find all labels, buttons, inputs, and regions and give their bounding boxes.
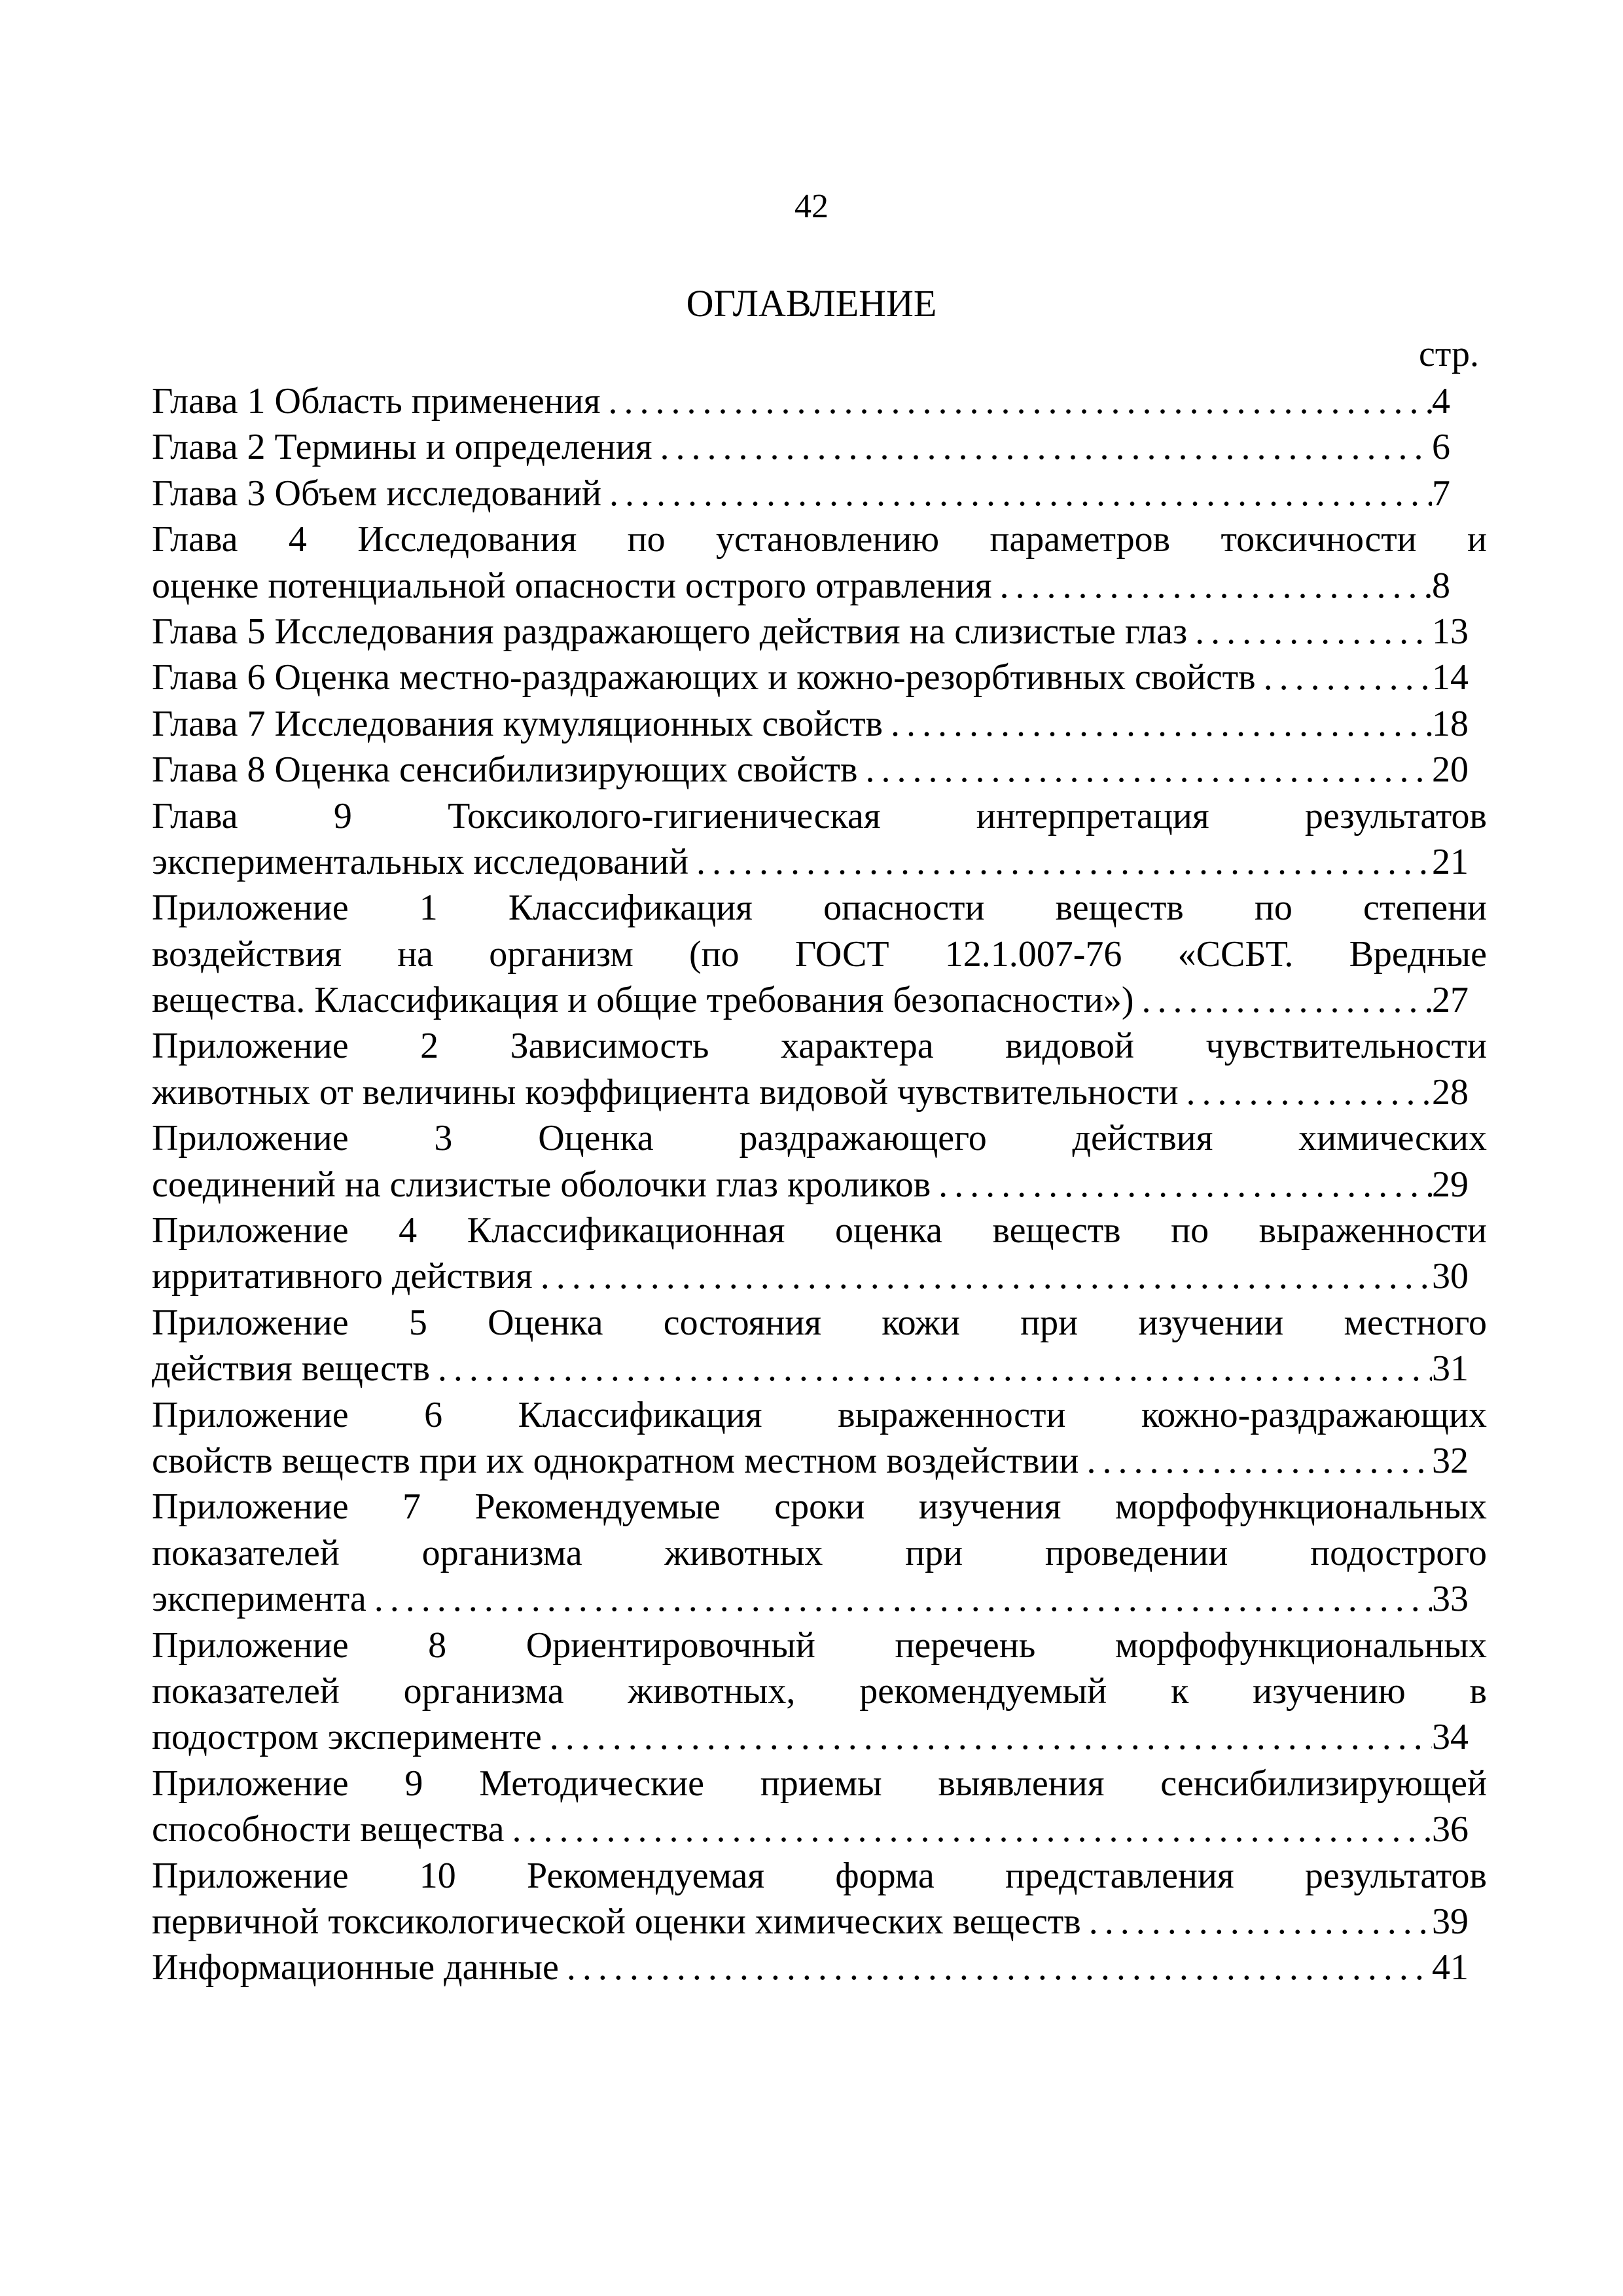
dot-leader xyxy=(1079,1438,1433,1484)
toc-page-number: 39 xyxy=(1432,1901,1469,1942)
toc-entry-title: ирритативного действия xyxy=(152,1256,533,1297)
toc-page-number: 8 xyxy=(1432,565,1450,606)
toc-entry-last-line xyxy=(152,1162,1487,1208)
toc-entry-line: Глава 9 Токсиколого-гигиеническая интерпретация результатов xyxy=(152,795,1487,836)
dot-leader xyxy=(600,378,1432,424)
toc-entry-line: Приложение 9 Методические приемы выявления сенсибилизирующей xyxy=(152,1763,1487,1804)
dot-leader xyxy=(504,1806,1432,1852)
toc-entry-title: действия веществ xyxy=(152,1348,430,1390)
toc-entry[interactable] xyxy=(152,1853,1487,1945)
page-column-label: стр. xyxy=(1419,334,1480,374)
toc-entry-last-line xyxy=(152,609,1487,655)
table-of-contents xyxy=(152,378,1487,1991)
toc-entry-title: экспериментальных исследований xyxy=(152,841,689,882)
toc-page-number: 33 xyxy=(1432,1579,1469,1620)
dot-leader xyxy=(1133,977,1432,1023)
toc-entry[interactable] xyxy=(152,1392,1487,1484)
toc-entry-title: животных от величины коэффициента видовой чувствительности xyxy=(152,1071,1179,1113)
toc-entry-line: Приложение 6 Классификация выраженности кожно-раздражающих xyxy=(152,1394,1487,1435)
dot-leader xyxy=(533,1253,1432,1299)
toc-entry[interactable] xyxy=(152,1945,1487,1990)
toc-entry[interactable] xyxy=(152,516,1487,609)
toc-entry-title: Информационные данные xyxy=(152,1947,559,1988)
toc-page-number: 30 xyxy=(1432,1256,1469,1297)
dot-leader xyxy=(1187,609,1432,655)
toc-entry-line: Приложение 3 Оценка раздражающего действия химических xyxy=(152,1118,1487,1159)
toc-page-number: 14 xyxy=(1432,657,1469,698)
toc-entry-title: Глава 2 Термины и определения xyxy=(152,427,652,468)
toc-entry-line: показателей организма животных, рекомендуемый к изучению в xyxy=(152,1670,1487,1712)
toc-entry-last-line xyxy=(152,839,1487,885)
toc-entry-last-line xyxy=(152,1253,1487,1299)
dot-leader xyxy=(992,563,1433,609)
dot-leader xyxy=(688,839,1432,885)
toc-page-number: 31 xyxy=(1432,1348,1469,1390)
toc-entry-line: воздействия на организм (по ГОСТ 12.1.007-76 «ССБТ. Вредные xyxy=(152,933,1487,975)
toc-entry-line: Приложение 2 Зависимость характера видовой чувствительности xyxy=(152,1026,1487,1067)
toc-entry[interactable] xyxy=(152,1208,1487,1300)
page-title: ОГЛАВЛЕНИЕ xyxy=(686,282,937,325)
toc-entry-last-line xyxy=(152,563,1487,609)
toc-entry[interactable] xyxy=(152,701,1487,747)
toc-entry-title: способности вещества xyxy=(152,1809,505,1850)
toc-entry[interactable] xyxy=(152,378,1487,424)
toc-entry-line: Приложение 5 Оценка состояния кожи при изучении местного xyxy=(152,1302,1487,1343)
toc-page-number: 34 xyxy=(1432,1717,1469,1758)
toc-entry-title: Глава 6 Оценка местно-раздражающих и кожно-резорбтивных свойств xyxy=(152,657,1256,698)
toc-entry-last-line xyxy=(152,701,1487,747)
toc-entry-title: Глава 5 Исследования раздражающего действия на слизистые глаз xyxy=(152,611,1188,652)
dot-leader xyxy=(601,471,1432,516)
toc-entry-last-line xyxy=(152,1899,1487,1945)
toc-entry-line: Приложение 4 Классификационная оценка веществ по выраженности xyxy=(152,1210,1487,1251)
toc-entry-line: показателей организма животных при проведении подострого xyxy=(152,1532,1487,1573)
toc-entry-title: Глава 8 Оценка сенсибилизирующих свойств xyxy=(152,749,858,791)
toc-entry-line: Приложение 8 Ориентировочный перечень морфофункциональных xyxy=(152,1624,1487,1666)
toc-entry[interactable] xyxy=(152,793,1487,886)
toc-entry-last-line xyxy=(152,655,1487,700)
toc-entry[interactable] xyxy=(152,1761,1487,1853)
toc-entry-last-line xyxy=(152,1346,1487,1391)
toc-entry-line: Приложение 7 Рекомендуемые сроки изучения морфофункциональных xyxy=(152,1486,1487,1528)
toc-page-number: 13 xyxy=(1432,611,1469,652)
toc-entry-title: эксперимента xyxy=(152,1579,366,1620)
toc-entry-last-line xyxy=(152,1438,1487,1484)
toc-entry-title: первичной токсикологической оценки химических веществ xyxy=(152,1901,1081,1942)
toc-entry[interactable] xyxy=(152,747,1487,793)
toc-entry[interactable] xyxy=(152,424,1487,470)
toc-entry-title: Глава 1 Область применения xyxy=(152,381,601,422)
toc-page-number: 7 xyxy=(1432,473,1450,514)
toc-entry[interactable] xyxy=(152,1484,1487,1622)
toc-entry-title: оценке потенциальной опасности острого отравления xyxy=(152,565,992,606)
toc-entry-last-line xyxy=(152,1069,1487,1115)
toc-page-number: 28 xyxy=(1432,1071,1469,1113)
toc-entry-line: Приложение 1 Классификация опасности веществ по степени xyxy=(152,888,1487,929)
toc-page-number: 18 xyxy=(1432,703,1469,744)
dot-leader xyxy=(366,1576,1432,1622)
toc-entry-last-line xyxy=(152,1945,1487,1990)
toc-entry-title: Глава 7 Исследования кумуляционных свойств xyxy=(152,703,883,744)
toc-entry-last-line xyxy=(152,1576,1487,1622)
dot-leader xyxy=(1179,1069,1432,1115)
toc-page-number: 21 xyxy=(1432,841,1469,882)
dot-leader xyxy=(857,747,1432,793)
toc-entry-line: Приложение 10 Рекомендуемая форма представления результатов xyxy=(152,1855,1487,1896)
toc-page-number: 4 xyxy=(1432,381,1450,422)
toc-page-number: 41 xyxy=(1432,1947,1469,1988)
dot-leader xyxy=(1256,655,1432,700)
toc-entry[interactable] xyxy=(152,609,1487,655)
toc-entry-title: подостром эксперименте xyxy=(152,1717,542,1758)
toc-entry-last-line xyxy=(152,424,1487,470)
toc-entry-last-line xyxy=(152,1714,1487,1760)
dot-leader xyxy=(1081,1899,1432,1945)
toc-page-number: 20 xyxy=(1432,749,1469,791)
toc-entry[interactable] xyxy=(152,885,1487,1023)
dot-leader xyxy=(542,1714,1432,1760)
toc-page-number: 6 xyxy=(1432,427,1450,468)
toc-entry[interactable] xyxy=(152,1115,1487,1208)
toc-entry[interactable] xyxy=(152,1623,1487,1761)
toc-page-number: 36 xyxy=(1432,1809,1469,1850)
toc-entry-last-line xyxy=(152,471,1487,516)
toc-entry-last-line xyxy=(152,977,1487,1023)
toc-page-number: 27 xyxy=(1432,980,1469,1021)
toc-entry[interactable] xyxy=(152,655,1487,700)
dot-leader xyxy=(931,1162,1432,1208)
dot-leader xyxy=(559,1945,1432,1990)
toc-page-number: 32 xyxy=(1432,1440,1469,1481)
dot-leader xyxy=(652,424,1432,470)
toc-entry-last-line xyxy=(152,1806,1487,1852)
toc-entry-title: свойств веществ при их однократном местном воздействии xyxy=(152,1440,1079,1481)
toc-entry[interactable] xyxy=(152,471,1487,516)
dot-leader xyxy=(430,1346,1432,1391)
toc-entry-title: Глава 3 Объем исследований xyxy=(152,473,602,514)
toc-page-number: 29 xyxy=(1432,1164,1469,1205)
toc-entry-line: Глава 4 Исследования по установлению параметров токсичности и xyxy=(152,519,1487,560)
toc-entry-last-line xyxy=(152,378,1487,424)
toc-entry-last-line xyxy=(152,747,1487,793)
toc-entry[interactable] xyxy=(152,1300,1487,1392)
dot-leader xyxy=(883,701,1432,747)
page-number: 42 xyxy=(794,188,829,225)
toc-entry[interactable] xyxy=(152,1023,1487,1115)
toc-entry-title: соединений на слизистые оболочки глаз кроликов xyxy=(152,1164,931,1205)
toc-entry-title: вещества. Классификация и общие требования безопасности») xyxy=(152,980,1134,1021)
